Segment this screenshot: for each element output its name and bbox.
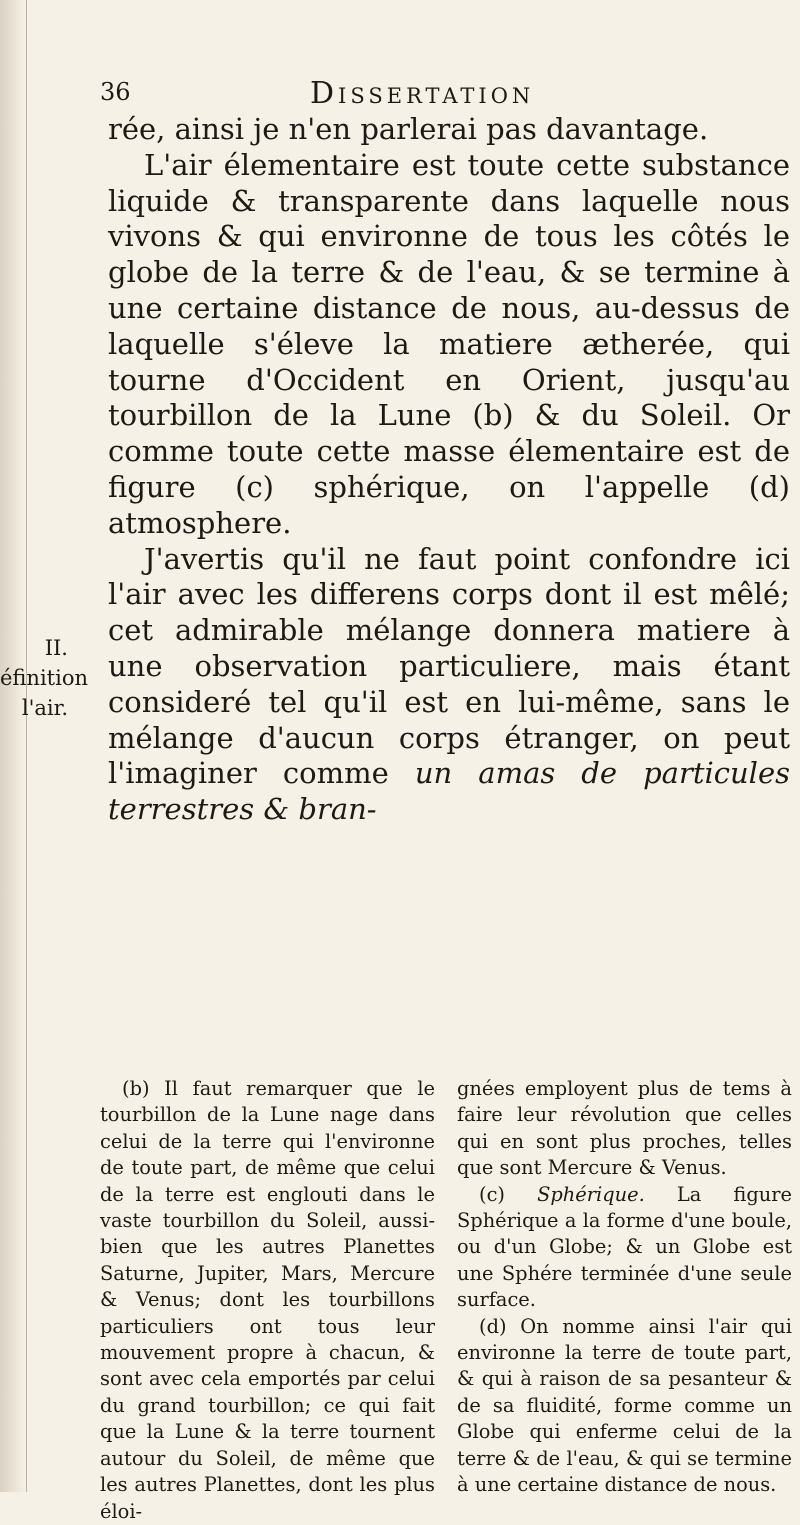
page-gutter-edge (0, 0, 27, 1492)
page-number: 36 (100, 78, 131, 106)
margin-note (0, 633, 88, 723)
footnotes (100, 1076, 792, 1525)
paragraph-warning (108, 542, 790, 828)
footnote-c-text: La figure Sphérique a la forme d'une boule, ou d'un Globe; & un Globe est une Sphére terminée d'une seule surface. (457, 1182, 793, 1312)
footnote-b-continuation: gnées employent plus de tems à faire leur révolution que celles qui en sont plus proches, telles que sont Mercure & Venus. (457, 1077, 792, 1180)
paragraph-definition: L'air élementaire est toute cette substance liquide & transparente dans laquelle nous vivons & qui environne de tous les côtés le globe de la terre & de l'eau, & se termine à une certaine distance de nous, au-dessus de laquelle s'éleve la matiere ætherée, qui tourne d'Occident en Orient, jusqu'au tourbillon de la Lune (b) & du Soleil. Or comme toute cette masse élementaire est de figure (c) sphérique, on l'appelle (d) atmosphere. (108, 147, 790, 540)
margin-note-number: II. (44, 636, 68, 660)
main-text (108, 112, 790, 828)
paragraph-text: J'avertis qu'il ne faut point confondre ici l'air avec les differens corps dont il est mêlé; cet admirable mélange donnera matiere à une observation particuliere, mais étant consideré tel qu'il est en lui-même, sans le mélange d'aucun corps étranger, on peut l'imaginer comme (108, 541, 790, 791)
footnote-c (457, 1182, 792, 1314)
margin-note-word: l'air. (21, 696, 68, 720)
paragraph-continuation: rée, ainsi je n'en parlerai pas davantage. (108, 112, 709, 146)
margin-note-word: éfinition (0, 666, 88, 690)
footnote-b: (b) Il faut remarquer que le tourbillon de la Lune nage dans celui de la terre qui l'environne de toute part, de même que celui de la terre est englouti dans le vaste tourbillon du Soleil, aussi-bien que les autres Planettes Saturne, Jupiter, Mars, Mercure & Venus; dont les tourbillons particuliers ont tous leur mouvement propre à chacun, & sont avec cela emportés par celui du grand tourbillon; ce qui fait que la Lune & la terre tournent autour du Soleil, de même que les autres Planettes, dont les plus éloi- (100, 1077, 435, 1523)
footnote-column-right (457, 1076, 792, 1525)
italic-phrase: un amas de particules terrestres & bran- (108, 756, 790, 827)
running-title: Dissertation (310, 76, 535, 111)
footnote-column-left (100, 1076, 435, 1525)
footnote-d: (d) On nomme ainsi l'air qui environne la terre de toute part, & qui à raison de sa pesanteur & de sa fluidité, forme comme un Globe qui enferme celui de la terre & de l'eau, & qui se termine à une certaine distance de nous. (457, 1314, 792, 1497)
footnote-c-label: (c) (479, 1182, 538, 1206)
footnote-c-term: Sphérique. (537, 1182, 645, 1206)
